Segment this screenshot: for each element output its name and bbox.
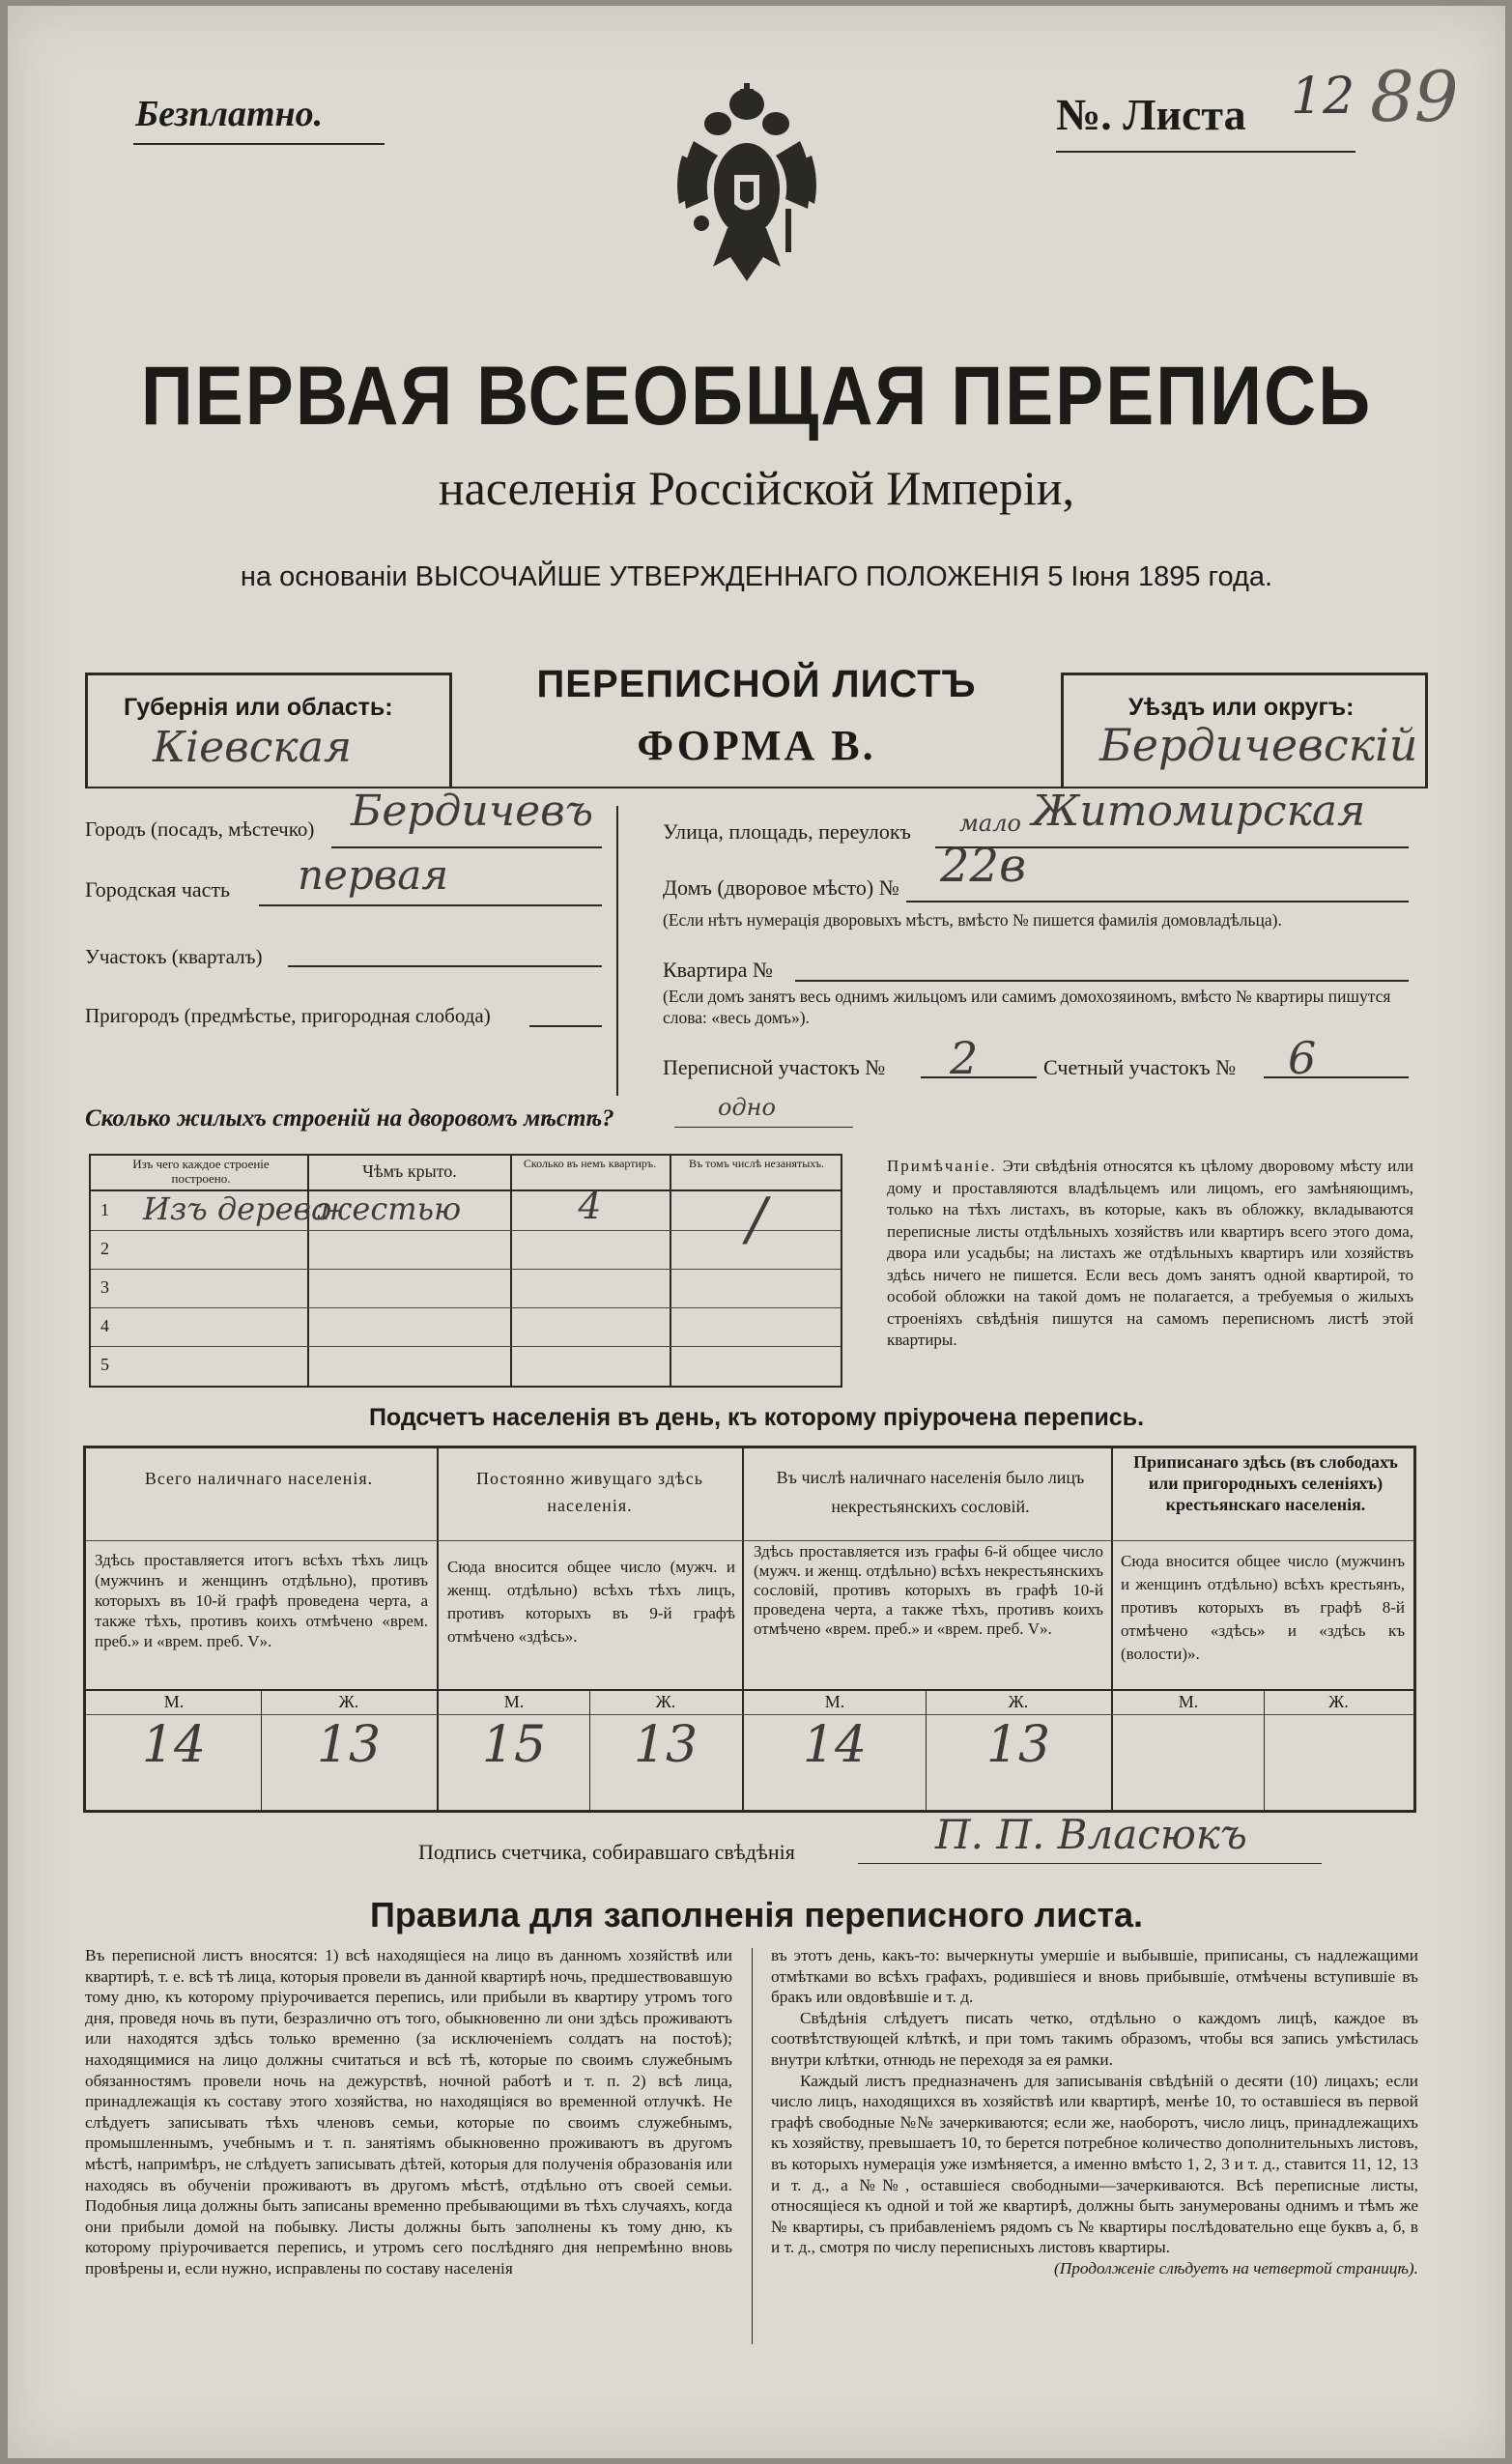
form-heading: ПЕРЕПИСНОЙ ЛИСТЪ [536,663,977,705]
census-title: ПЕРВАЯ ВСЕОБЩАЯ ПЕРЕПИСЬ [140,348,1373,443]
row-roof: жестью [317,1190,462,1227]
row-number: 5 [100,1355,109,1374]
pop-col-4-f-label: Ж. [1328,1692,1349,1711]
pop-col-2-desc: Сюда вносится общее число (мужч. и женщ. отдѣльно) всѣхъ тѣхъ лицъ, противъ которыхъ въ 9-й графѣ отмѣчено «здѣсь». [447,1558,735,1646]
house-note: (Если нѣтъ нумерація дворовыхъ мѣстъ, вмѣсто № пишется фамилія домовладѣльца). [663,910,1282,930]
archive-number: 89 [1370,56,1459,137]
count-area-label: Счетный участокъ № [1043,1055,1237,1079]
form-name: ФОРМА В. [637,722,876,769]
buildings-answer: одно [718,1094,776,1121]
sheet-no-value: 12 [1291,68,1355,126]
house-label: Домъ (дворовое мѣсто) № [663,875,899,900]
row-material: Изъ дерева [143,1190,330,1227]
census-area-label: Переписной участокъ № [663,1055,886,1079]
street-prefix: мало [959,810,1021,837]
town-value: Бердичевъ [351,787,594,836]
signature-label: Подпись счетчика, собиравшаго свѣдѣнія [418,1840,795,1864]
rules-right-para-2: Свѣдѣнія слѣдуетъ писать четко, отдѣльно о каждомъ лицѣ, каждое въ соотвѣтствующей клѣткѣ, и при томъ такимъ образомъ, чтобы вся запись умѣстилась внутри клѣтки, отнюдь не переходя за ея рамки. [771,2008,1418,2069]
pop-col-2-m-label: М. [503,1692,525,1711]
row-number: 4 [100,1316,109,1335]
pop-col-1-desc: Здѣсь проставляется итогъ всѣхъ тѣхъ лицъ (мужчинъ и женщинъ отдѣльно), противъ которыхъ въ 10-й графѣ проведена черта, а также тѣхъ, противъ коихъ отмѣчено «врем. преб.» и «врем. преб. V». [95,1551,428,1650]
pop-col-1-m-value: 14 [141,1716,207,1774]
rules-left-column: Въ переписной листъ вносятся: 1) всѣ находящіеся на лицо въ данномъ хозяйствѣ или квартирѣ, т. е. всѣ тѣ лица, которыя провели въ данной квартирѣ ночь, предшествовавшую тому дню, къ которому пріурочивается перепись, или прибыли въ квартиру утромъ того дня, проведя ночь въ пути, безразлично отъ того, обыкновенно ли они здѣсь проживаютъ или находятся здѣсь только временно (за исключеніемъ солдатъ на постоѣ); находящимися на лицо должны считаться и всѣ тѣ, которые по своимъ служебнымъ обязанностямъ провели ночь на дежурствѣ, ночной работѣ и т. п. 2) всѣ лица, принадлежащія къ составу этого хозяйства, но находящіяся во временной отлучкѣ. Не слѣдуетъ записывать тѣхъ членовъ семьи, которые по своимъ служебнымъ, промышленнымъ, учебнымъ и т. п. занятіямъ обыкновенно проживаютъ въ другомъ мѣстѣ, напримѣръ, не слѣдуетъ записывать дѣтей, которыя для полученія образованія или находясь въ обученіи проживаютъ въ другомъ мѣстѣ, отдѣльно отъ своей семьи. Подобныя лица должны быть записаны временно пребывающими въ тѣхъ случаяхъ, когда они прибыли домой на побывку. Листы должны быть заполнены къ тому дню, къ которому пріурочивается перепись, и утромъ сего послѣдняго дня непремѣнно вновь провѣрены и, если нужно, исправлены по составу населенія [85,1946,732,2278]
pop-col-3-m-label: М. [824,1692,845,1711]
district-value: Бердичевскій [1099,719,1418,771]
street-value: Житомирская [1032,787,1366,836]
count-area-value: 6 [1288,1032,1317,1084]
row-number: 1 [100,1200,109,1219]
col-roof-header: Чѣмъ крыто. [362,1161,457,1181]
pop-col-2-f-value: 13 [633,1716,699,1774]
district-label: Уѣздъ или округъ: [1128,694,1355,721]
pop-col-3-m-value: 14 [802,1716,868,1774]
apartment-note: (Если домъ занятъ весь однимъ жильцомъ или самимъ домохозяиномъ, вмѣсто № квартиры пишутся слова: «весь домъ»). [663,987,1391,1027]
pop-col-3-head: Въ числѣ наличнаго населенія было лицъ некрестьянскихъ сословій. [776,1468,1085,1516]
note-title: Примѣчаніе. [887,1157,997,1175]
pop-col-3-desc: Здѣсь проставляется изъ графы 6-й общее число (мужч. и женщ. отдѣльно) всѣхъ некрестьянскихъ сословій, противъ которыхъ въ графѣ 10-й проведена черта, а также тѣхъ, противъ коихъ отмѣчено «врем. преб.» и «врем. преб. V». [754,1542,1103,1638]
row-number: 2 [100,1239,109,1258]
buildings-note [887,1156,1413,1352]
pop-col-2-head: Постоянно живущаго здѣсь населенія. [476,1469,703,1515]
pop-col-4-m-label: М. [1178,1692,1199,1711]
town-label: Городъ (посадъ, мѣстечко) [85,817,315,841]
col-vacant-header: Въ томъ числѣ незанятыхъ. [688,1157,825,1170]
pop-col-2-f-label: Ж. [655,1692,676,1711]
sheet-no-label: №. Листа [1056,90,1246,139]
rules-right-para-1: въ этотъ день, какъ-то: вычеркнуты умершіе и выбывшіе, приписаны, съ надлежащими отмѣтками во всѣхъ графахъ, родившіеся и вновь прибывшіе, отмѣчены вступившіе въ бракъ или овдовѣвшіе и т. д. [771,1946,1418,2007]
pop-col-1-m-label: М. [163,1692,185,1711]
pop-col-1-head: Всего наличнаго населенія. [144,1469,374,1488]
province-value: Кіевская [153,723,353,772]
apartment-label: Квартира № [663,958,773,982]
province-label: Губернія или область: [124,694,393,721]
rules-continued: (Продолженіе слѣдуетъ на четвертой страницѣ). [1053,2258,1418,2278]
rules-title: Правила для заполненія переписного листа. [369,1895,1144,1934]
note-text: Эти свѣдѣнія относятся къ цѣлому дворовому мѣсту или дому и проставляются владѣльцемъ или лицомъ, его замѣняющимъ, только на тѣхъ листахъ, въ которые, какъ въ обложку, вкладываются переписные листы отдѣльныхъ хозяйствъ или квартиръ всего этого дома, двора или усадьбы; на листахъ же отдѣльныхъ квартиръ или хозяйствъ здѣсь ничего не пишется. Если весь домъ занятъ одной квартирой, то особой обложки на такой домъ не полагается, а требуемыя о жилыхъ строеніяхъ свѣдѣнія пишутся на самомъ переписномъ листѣ этой квартиры. [887,1157,1413,1349]
city-part-value: первая [298,851,449,899]
row-apartments: 4 [578,1185,602,1227]
rules-right-column [771,1945,1418,2279]
rules-right-para-3: Каждый листъ предназначенъ для записыванія свѣдѣній о десяти (10) лицахъ; если число лицъ, находящихся въ хозяйствѣ или квартирѣ, менѣе 10, то оставшіеся въ первой графѣ свободные №№ зачеркиваются; если же, наоборотъ, число лицъ, принадлежащихъ къ хозяйству, превышаетъ 10, то берется потребное количество дополнительныхъ листовъ, въ которыхъ нумерація уже измѣняется, а именно вмѣсто 1, 2, 3 и т. д., ставится 11, 12, 13 и т. д., а №№, оставшіеся свободными—зачеркиваются. Всѣ переписные листы, относящіеся къ одной и той же квартирѣ, должны быть занумерованы однимъ и тѣмъ же № квартиры, съ прибавленіемъ рядомъ съ № квартиры послѣдовательно еще буквъ а, б, в и т. д., смотря по числу переписныхъ листовъ квартиры. [771,2071,1418,2257]
census-area-value: 2 [950,1032,979,1084]
house-value: 22в [940,839,1027,893]
free-label: Безплатно. [135,94,324,134]
buildings-question: Сколько жилыхъ строеній на дворовомъ мѣстѣ? [85,1105,614,1132]
street-label: Улица, площадь, переулокъ [663,819,911,844]
census-subtitle: населенія Россійской Имперіи, [438,461,1075,515]
eagle-emblem-icon [674,83,819,286]
pop-col-2-m-value: 15 [481,1716,547,1774]
pop-col-1-f-label: Ж. [338,1692,359,1711]
city-part-label: Городская часть [85,877,231,902]
pop-col-3-f-label: Ж. [1008,1692,1029,1711]
census-sheet [8,6,1505,2458]
suburb-label: Пригородъ (предмѣстье, пригородная слобода) [85,1004,491,1027]
population-title: Подсчетъ населенія въ день, къ которому пріурочена перепись. [368,1404,1145,1431]
quarter-label: Участокъ (кварталъ) [85,945,263,968]
col-apartments-header: Сколько въ немъ квартиръ. [523,1157,657,1170]
col-material-header: Изъ чего каждое строеніе построено. [132,1157,270,1186]
census-basis: на основаніи ВЫСОЧАЙШЕ УТВЕРЖДЕННАГО ПОЛОЖЕНІЯ 5 Іюня 1895 года. [240,561,1273,592]
signature-value: П. П. Власюкъ [935,1811,1247,1858]
row-number: 3 [100,1277,109,1297]
pop-col-3-f-value: 13 [985,1716,1051,1774]
pop-col-1-f-value: 13 [316,1716,382,1774]
row-vacant: / [746,1186,767,1253]
pop-col-4-head: Приписанагo здѣсь (въ слободахъ или пригородныхъ селеніяхъ) крестьянскаго населенія. [1133,1452,1398,1514]
pop-col-4-desc: Сюда вносится общее число (мужчинъ и женщинъ отдѣльно) всѣхъ крестьянъ, противъ которыхъ въ графѣ 8-й отмѣчено «здѣсь» и «здѣсь къ (волости)». [1121,1552,1405,1663]
